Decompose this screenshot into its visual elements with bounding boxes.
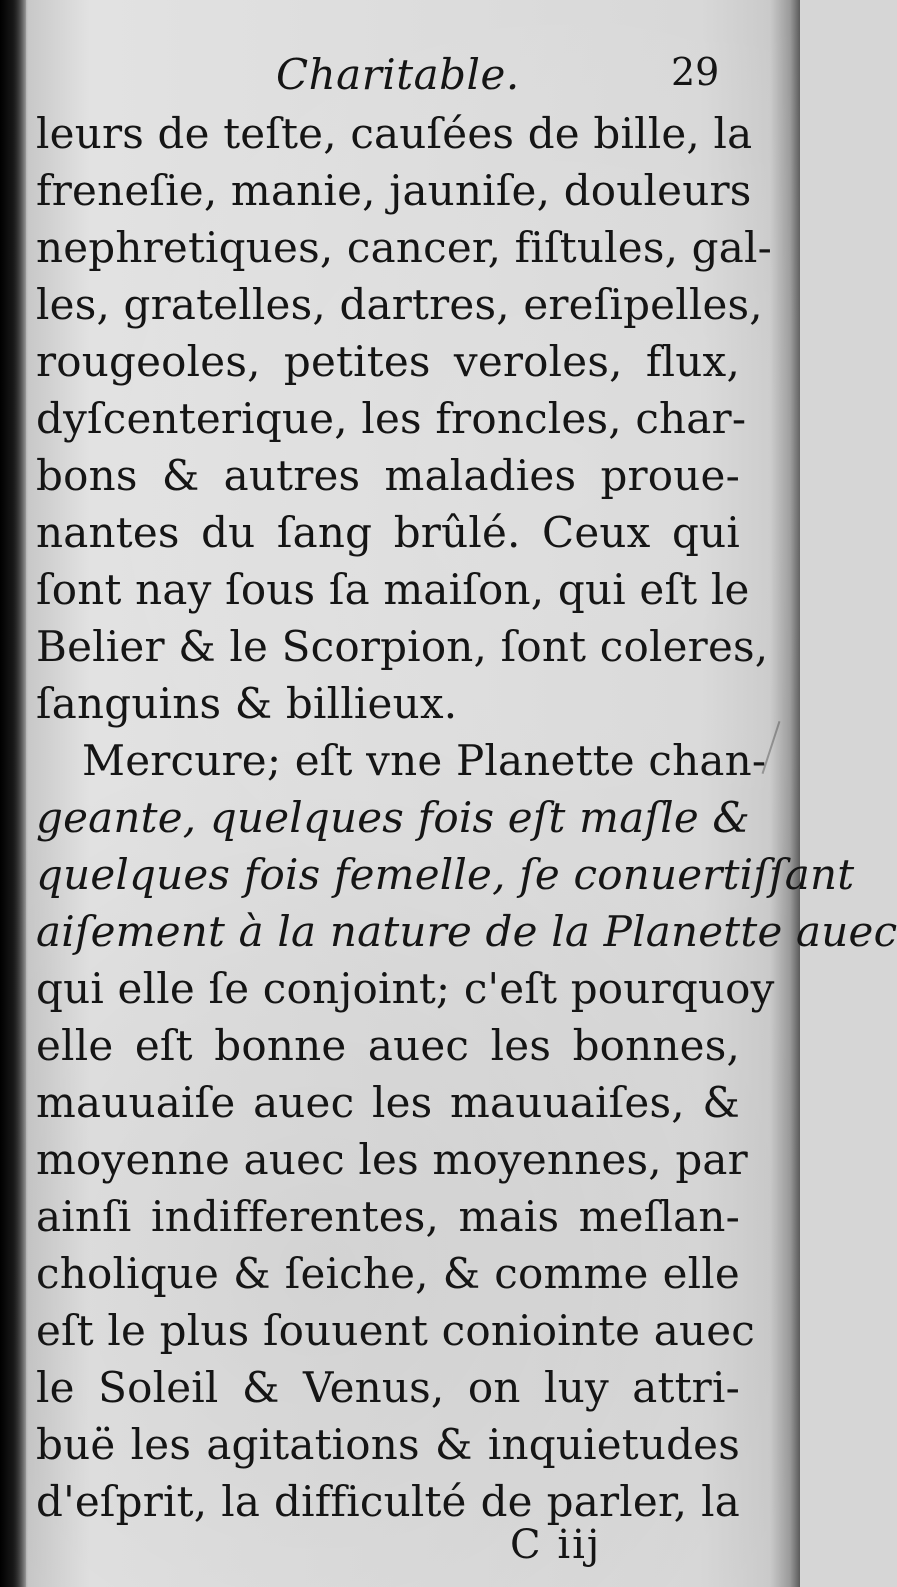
italic-text-line: quelques fois femelle, ſe conuertiſſant: [36, 850, 855, 899]
text-line: d'eſprit, la difficulté de parler, la: [36, 1477, 740, 1526]
text-line: dyſcenterique, les froncles, char-: [36, 394, 747, 443]
italic-text-line: aiſement à la nature de la Planette auec: [36, 907, 897, 956]
text-line: le Soleil & Venus, on luy attri-: [36, 1363, 740, 1412]
page-number: 29: [671, 50, 720, 94]
text-line: moyenne auec les moyennes, par: [36, 1135, 748, 1184]
text-line: rougeoles, petites veroles, flux,: [36, 337, 740, 386]
text-line: les, gratelles, dartres, ereſipelles,: [36, 280, 763, 329]
text-line: qui elle ſe conjoint; c'eſt pourquoy: [36, 964, 775, 1013]
text-line: ſont nay ſous ſa maiſon, qui eſt le: [36, 565, 750, 614]
signature-mark: C iij: [510, 1522, 602, 1568]
text-line: elle eſt bonne auec les bonnes,: [36, 1021, 740, 1070]
text-line: leurs de teſte, cauſées de bille, la: [36, 109, 753, 158]
italic-text-line: geante, quelques fois eſt maſle &: [36, 793, 751, 842]
text-line: buë les agitations & inquietudes: [36, 1420, 740, 1469]
text-line: eſt le plus ſouuent coniointe auec: [36, 1306, 756, 1355]
text-line: mauuaiſe auec les mauuaiſes, &: [36, 1078, 740, 1127]
paragraph-end-line: ſanguins & billieux.: [36, 679, 458, 728]
mercury-paragraph-start: Mercure; eſt vne Planette chan-: [82, 736, 767, 785]
text-line: nephretiques, cancer, fiſtules, gal-: [36, 223, 773, 272]
running-head: [0, 48, 800, 100]
text-line: bons & autres maladies proue-: [36, 451, 740, 500]
page-gutter-shadow: [0, 0, 26, 1587]
body-text: [36, 105, 897, 1530]
running-head-title: Charitable.: [276, 50, 520, 99]
text-line: ainſi indifferentes, mais meſlan-: [36, 1192, 740, 1241]
text-line: Belier & le Scorpion, ſont coleres,: [36, 622, 769, 671]
text-line: cholique & ſeiche, & comme elle: [36, 1249, 740, 1298]
text-line: nantes du ſang brûlé. Ceux qui: [36, 508, 740, 557]
text-line: freneſie, manie, jauniſe, douleurs: [36, 166, 752, 215]
